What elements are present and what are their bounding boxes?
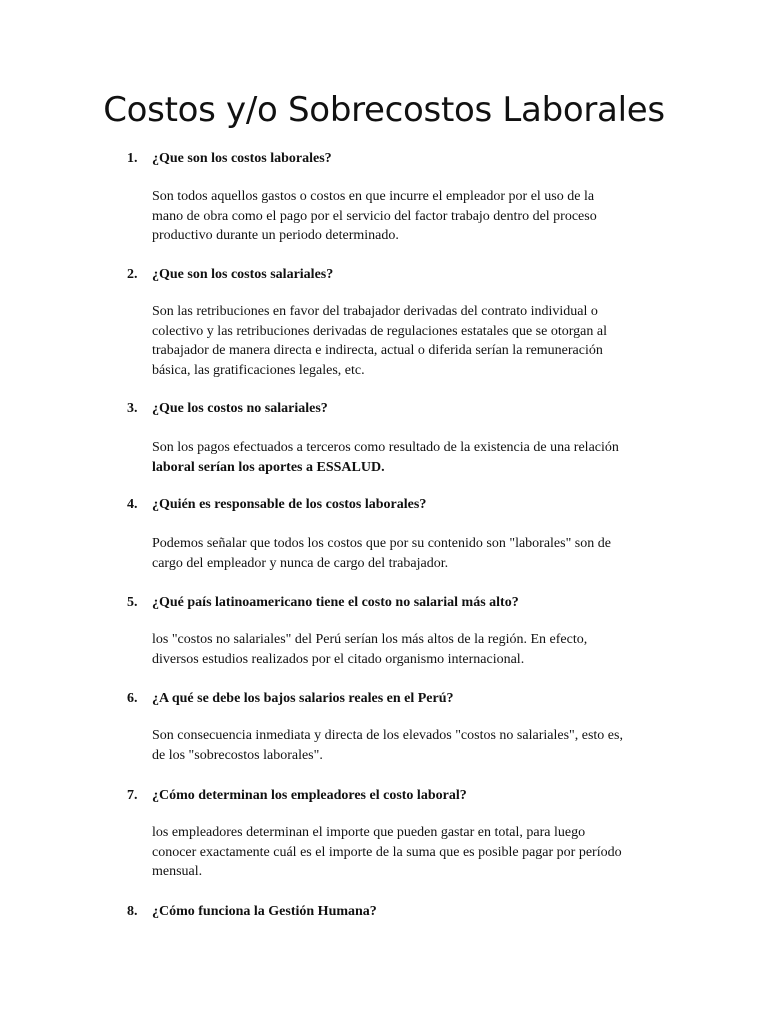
answer-line-bold	[152, 458, 672, 478]
answer-line: mensual.	[152, 864, 203, 879]
answer-paragraph	[152, 187, 672, 246]
answer-line: colectivo y las retribuciones derivadas de regulaciones estatales que se otorgan al	[152, 323, 607, 339]
answer-paragraph	[152, 534, 672, 573]
question-text: ¿A qué se debe los bajos salarios reales en el Perú?	[152, 691, 454, 706]
answer-line: trabajador de manera directa e indirecta, actual o diferida serían la remuneración	[152, 343, 603, 358]
question-text: ¿Que son los costos salariales?	[152, 267, 334, 282]
answer-line: Podemos señalar que todos los costos que por su contenido son "laborales" son de	[152, 536, 611, 551]
question-text: ¿Que son los costos laborales?	[152, 151, 332, 166]
answer-paragraph	[152, 302, 672, 380]
question-number: 4.	[127, 497, 138, 512]
question-number: 1.	[127, 151, 138, 166]
answer-line: los "costos no salariales" del Perú serían los más altos de la región. En efecto,	[152, 632, 588, 647]
answer-line: productivo durante un periodo determinado.	[152, 228, 399, 243]
answer-line: Son los pagos efectuados a terceros como resultado de la existencia de una relación	[152, 440, 619, 455]
question-text: ¿Cómo determinan los empleadores el costo laboral?	[152, 788, 467, 803]
question-text: ¿Cómo funciona la Gestión Humana?	[152, 904, 377, 919]
answer-line: los empleadores determinan el importe que pueden gastar en total, para luego	[152, 825, 586, 840]
answer-paragraph	[152, 823, 672, 882]
question-text: ¿Qué país latinoamericano tiene el costo no salarial más alto?	[152, 595, 519, 610]
question-number: 3.	[127, 401, 138, 416]
answer-paragraph	[152, 438, 672, 477]
answer-line: Son las retribuciones en favor del trabajador derivadas del contrato individual o	[152, 304, 598, 319]
question-number: 7.	[127, 788, 138, 803]
answer-paragraph	[152, 630, 672, 669]
answer-paragraph	[152, 726, 672, 765]
question-text: ¿Que los costos no salariales?	[152, 401, 328, 416]
answer-line: diversos estudios realizados por el citado organismo internacional.	[152, 651, 525, 667]
page-title: Costos y/o Sobrecostos Laborales	[103, 90, 665, 130]
question-text: ¿Quién es responsable de los costos laborales?	[152, 497, 427, 512]
answer-line: de los "sobrecostos laborales".	[152, 747, 323, 763]
question-number: 6.	[127, 691, 138, 706]
answer-line: Son consecuencia inmediata y directa de los elevados "costos no salariales", esto es,	[152, 728, 623, 743]
answer-line: conocer exactamente cuál es el importe de la suma que es posible pagar por período	[152, 844, 622, 860]
bold-text: laboral serían los aportes a ESSALUD.	[152, 459, 385, 475]
answer-line: mano de obra como el pago por el servicio del factor trabajo dentro del proceso	[152, 208, 597, 224]
question-number: 2.	[127, 267, 138, 282]
answer-line: Son todos aquellos gastos o costos en que incurre el empleador por el uso de la	[152, 189, 595, 204]
question-number: 5.	[127, 595, 138, 610]
answer-line: cargo del empleador y nunca de cargo del trabajador.	[152, 555, 449, 571]
answer-line: básica, las gratificaciones legales, etc.	[152, 362, 365, 378]
question-number: 8.	[127, 904, 138, 919]
